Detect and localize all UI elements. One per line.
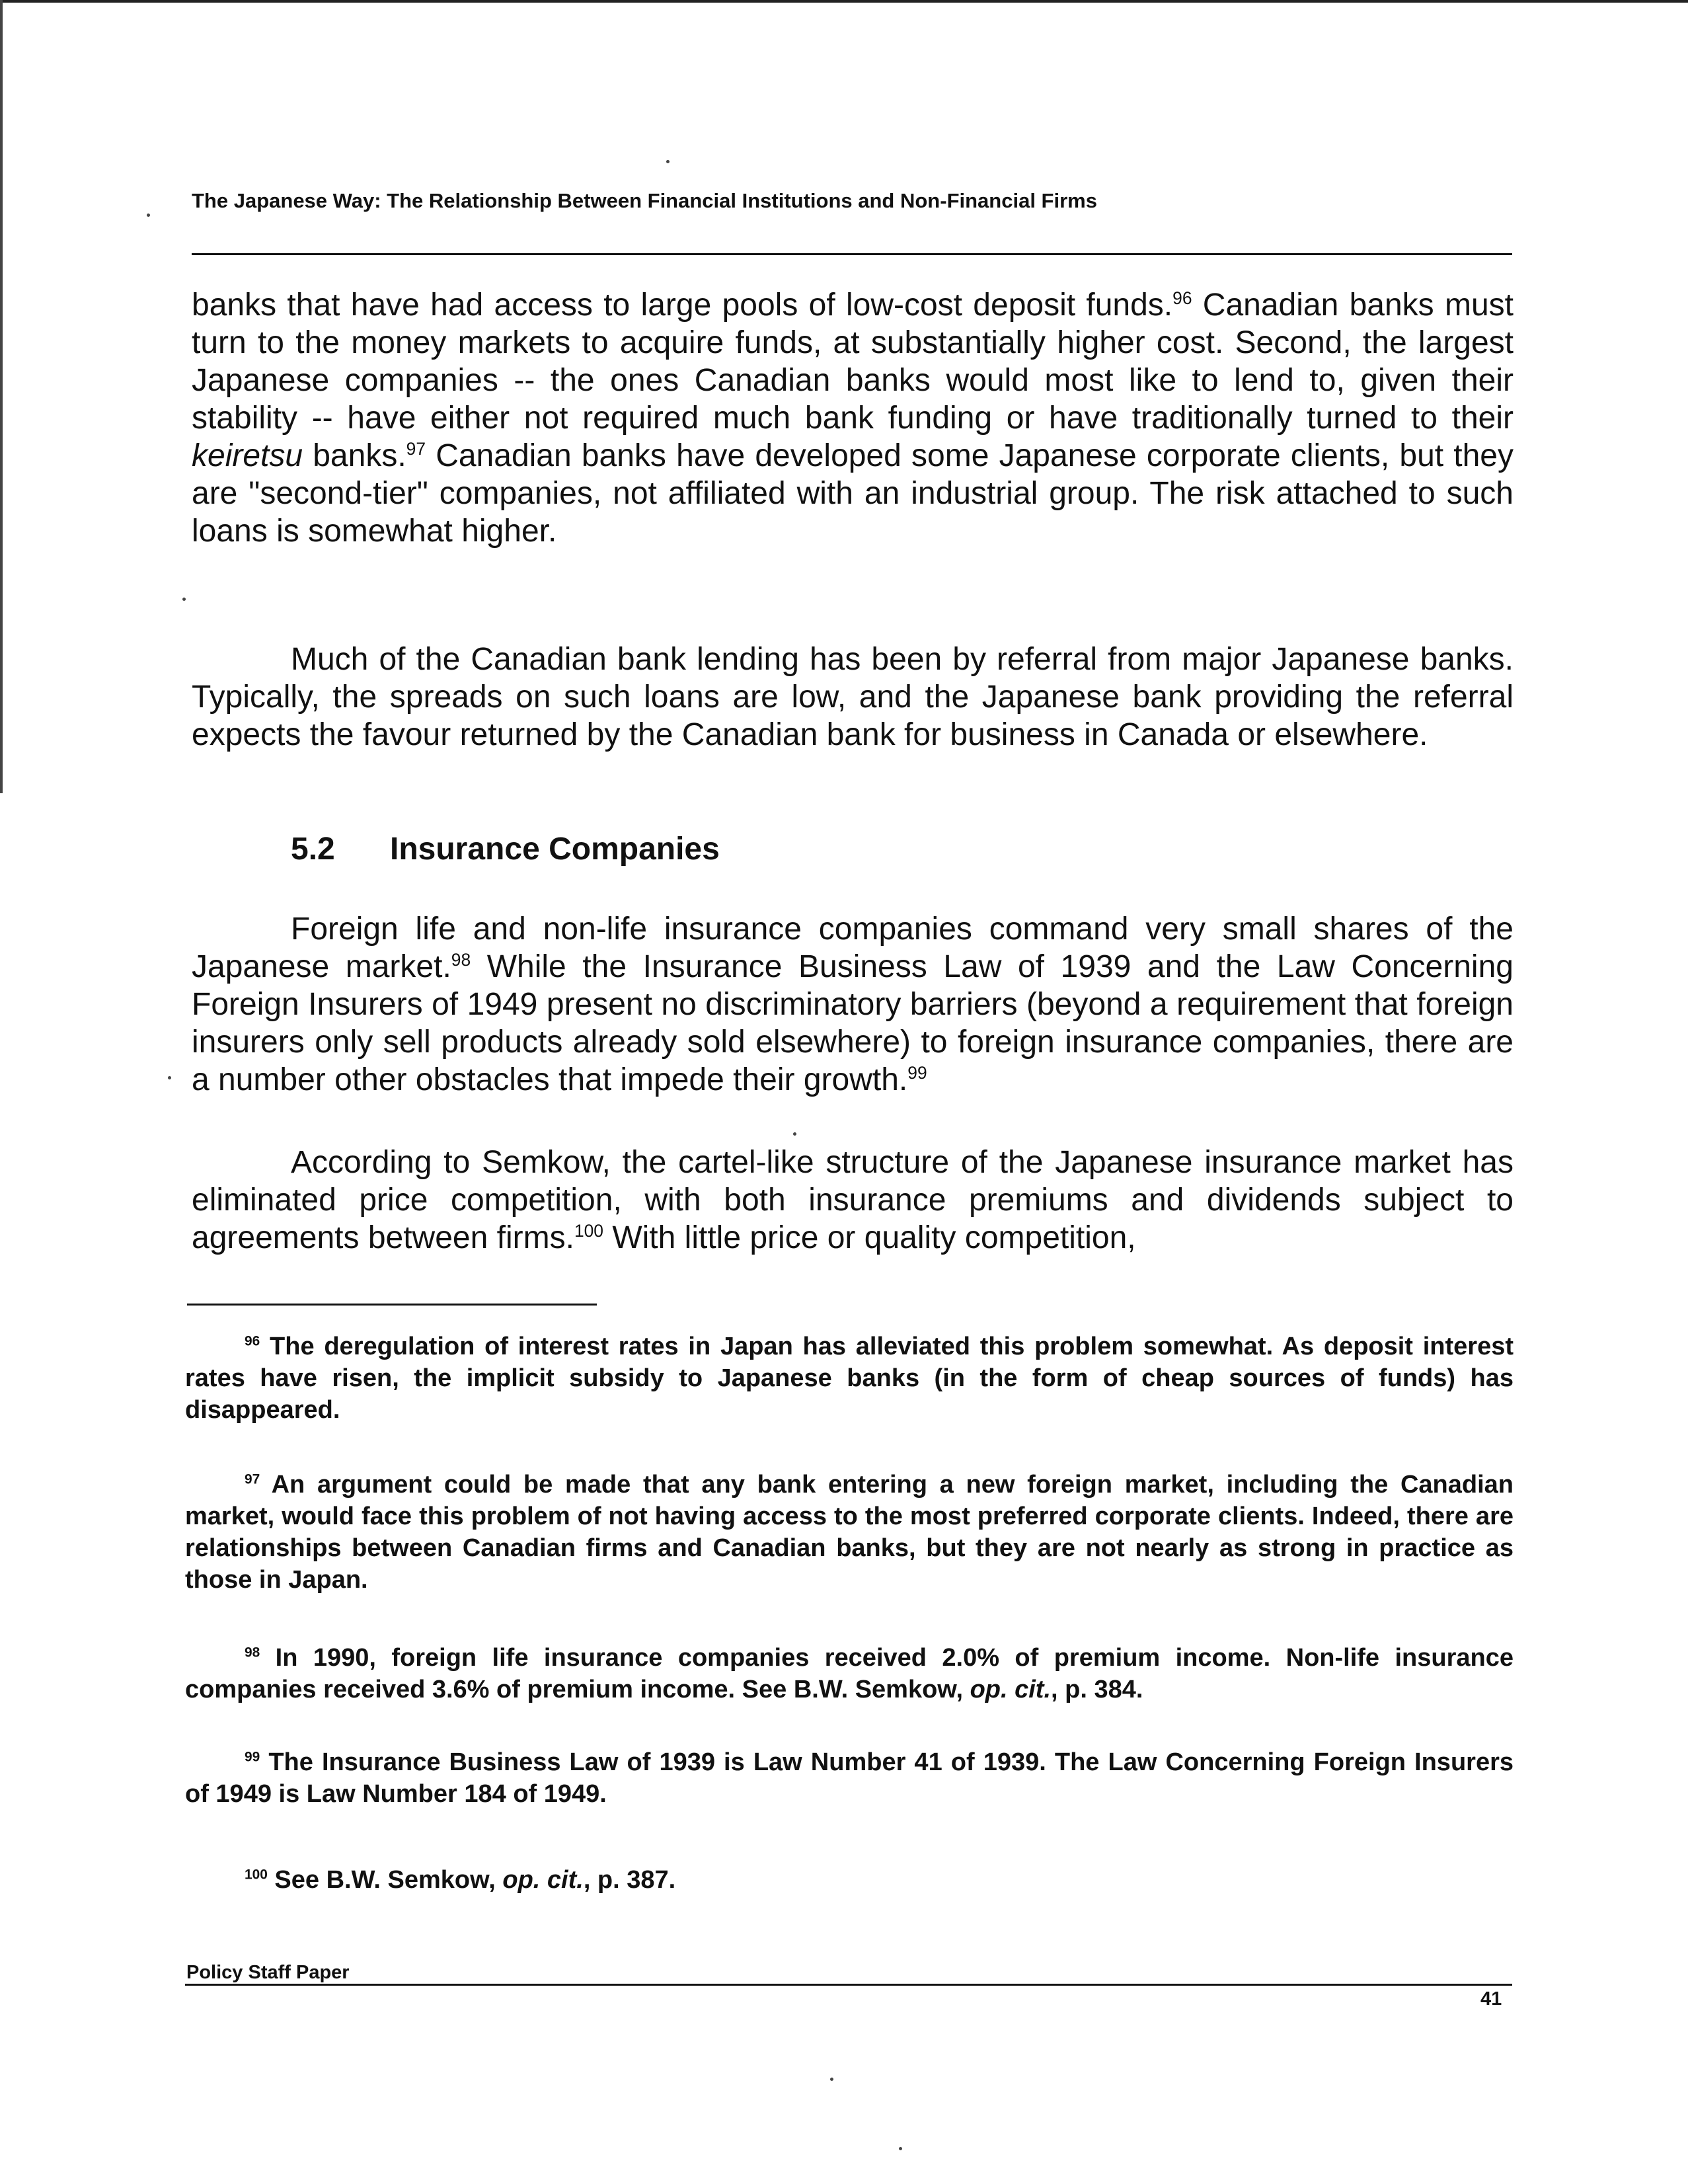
header-rule (192, 253, 1512, 255)
section-title: Insurance Companies (390, 832, 720, 867)
footnote-98 (185, 1642, 1514, 1705)
footnote-100 (185, 1864, 1514, 1896)
paragraph-text: With little price or quality competition, (603, 1220, 1136, 1255)
scan-speck (182, 598, 186, 601)
paragraph-text: banks. (303, 438, 406, 473)
running-header: The Japanese Way: The Relationship Between Financial Institutions and Non-Financial Firms (192, 189, 1097, 212)
footnote-reference: 100 (574, 1221, 603, 1241)
footnote-reference: 98 (451, 950, 471, 970)
paragraph-text: Much of the Canadian bank lending has been by referral from major Japanese banks. Typically, the spreads on such loans are low, and the Japanese bank providing the referral expects the favour returned by the Canadian bank for business in Canada or elsewhere. (192, 642, 1514, 752)
footnote-96 (185, 1331, 1514, 1426)
footnote-number: 98 (245, 1645, 260, 1660)
section-heading (291, 831, 720, 867)
footnote-reference: 97 (406, 439, 426, 459)
body-paragraph (192, 1144, 1514, 1257)
citation-abbreviation: op. cit. (502, 1866, 584, 1894)
footnote-text: The deregulation of interest rates in Japan has alleviated this problem somewhat. As deposit interest rates have risen, the implicit subsidy to Japanese banks (in the form of cheap sources of funds) has disappeared. (185, 1333, 1514, 1424)
paragraph-text: According to Semkow, the cartel-like structure of the Japanese insurance market has eliminated price competition, with both insurance premiums and dividends subject to agreements between firms. (192, 1145, 1514, 1255)
footnote-text: The Insurance Business Law of 1939 is Law Number 41 of 1939. The Law Concerning Foreign Insurers of 1949 is Law Number 184 of 1949. (185, 1748, 1514, 1808)
body-paragraph (192, 286, 1514, 550)
footnote-text: , p. 387. (583, 1866, 676, 1894)
paragraph-text: banks that have had access to large pools of low-cost deposit funds. (192, 288, 1173, 323)
footnote-reference: 96 (1172, 288, 1192, 308)
footnote-text: , p. 384. (1051, 1676, 1143, 1703)
footnote-number: 96 (245, 1333, 260, 1349)
footnote-number: 99 (245, 1749, 260, 1765)
paragraph-text: Canadian banks must turn to the money markets to acquire funds, at substantially higher cost. Second, the largest Japanese companies -- the ones Canadian banks would most like to lend to, given their stability -- have either not required much bank funding or have traditionally turned to their (192, 288, 1514, 436)
scan-speck (666, 160, 670, 163)
footer-publication: Policy Staff Paper (186, 1962, 350, 1983)
paragraph-text: Foreign life and non-life insurance companies command very small shares of the Japanese market. (192, 912, 1514, 984)
footnote-number: 97 (245, 1471, 260, 1487)
body-paragraph (192, 641, 1514, 754)
footnote-text: An argument could be made that any bank entering a new foreign market, including the Canadian market, would face this problem of not having access to the most preferred corporate clients. Indeed, there are relationships between Canadian firms and Canadian banks, but they are not nearly as strong in practice as those in Japan. (185, 1471, 1514, 1594)
body-paragraph (192, 910, 1514, 1099)
footnote-reference: 99 (907, 1063, 927, 1083)
citation-abbreviation: op. cit. (970, 1676, 1052, 1703)
footnote-separator (187, 1304, 597, 1306)
scan-speck (793, 1132, 796, 1136)
scan-speck (168, 1076, 171, 1079)
scan-left-edge (0, 0, 3, 793)
footer-rule (185, 1984, 1512, 1986)
scan-speck (830, 2078, 833, 2081)
footnote-text: See B.W. Semkow, (267, 1866, 503, 1894)
section-number: 5.2 (291, 832, 335, 867)
scan-speck (899, 2147, 902, 2150)
scan-top-edge (0, 0, 1688, 3)
footnote-number: 100 (245, 1867, 268, 1883)
paragraph-text: Canadian banks have developed some Japanese corporate clients, but they are "second-tier" companies, not affiliated with an industrial group. The risk attached to such loans is somewhat higher. (192, 438, 1514, 549)
footnote-text: In 1990, foreign life insurance companies received 2.0% of premium income. Non-life insurance companies received 3.6% of premium income. See B.W. Semkow, (185, 1644, 1514, 1703)
paragraph-text: While the Insurance Business Law of 1939 and the Law Concerning Foreign Insurers of 1949 present no discriminatory barriers (beyond a requirement that foreign insurers only sell products already sold elsewhere) to foreign insurance companies, there are a number other obstacles that impede their growth. (192, 949, 1514, 1097)
footnote-97 (185, 1469, 1514, 1596)
page-number: 41 (1480, 1988, 1502, 2009)
scan-speck (147, 214, 150, 217)
emphasized-term: keiretsu (192, 438, 303, 473)
footnote-99 (185, 1746, 1514, 1810)
